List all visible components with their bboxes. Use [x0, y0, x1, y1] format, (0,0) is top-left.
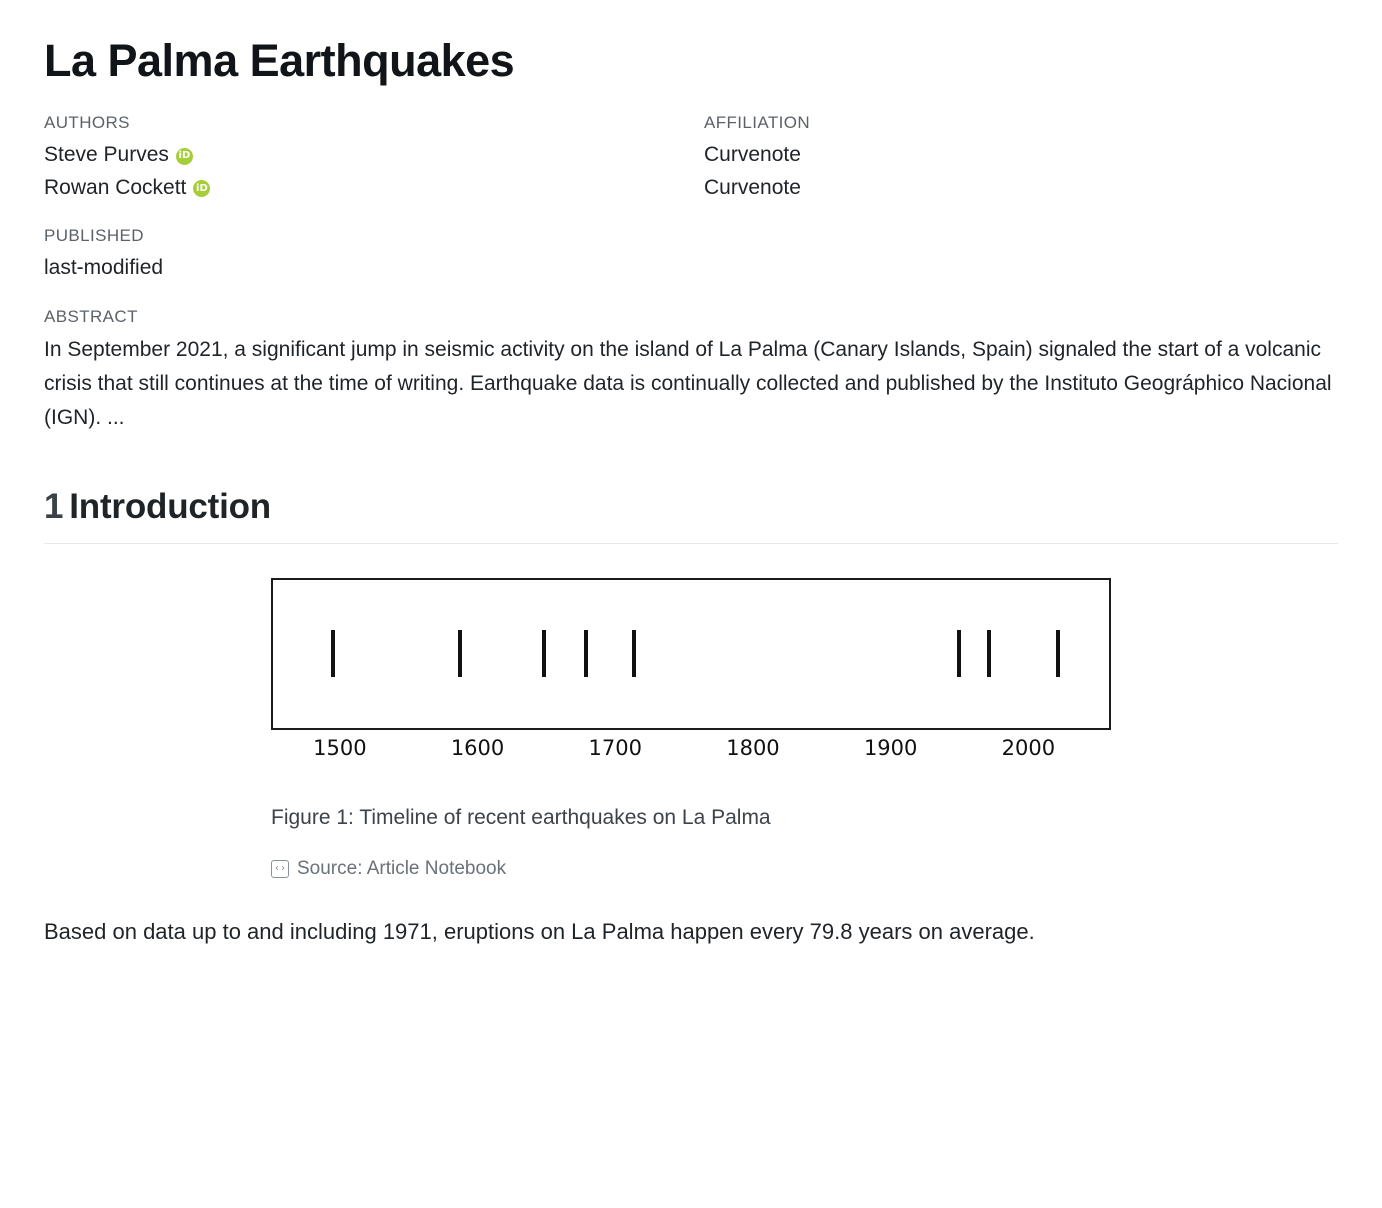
author-name: Rowan Cockett: [44, 175, 187, 199]
author-entry: [44, 139, 704, 172]
abstract-block: [44, 307, 1338, 435]
section-heading: [44, 487, 1338, 543]
abstract-text: In September 2021, a significant jump in seismic activity on the island of La Palma (Canary Islands, Spain) signaled the start of a volcanic crisis that still continues at the time of writing. Earthquake data is continually collected and published by the Instituto Geográphico Nacional (IGN). ...: [44, 337, 1332, 429]
axis-tick-label: 1500: [313, 735, 367, 760]
figure-source: [271, 858, 1111, 880]
axis-tick-label: 1700: [588, 735, 642, 760]
chart-axis-labels: [271, 736, 1111, 770]
authors-block: [44, 113, 704, 204]
article-metadata: [44, 113, 1338, 307]
abstract-label: ABSTRACT: [44, 306, 138, 326]
notebook-code-icon[interactable]: ‹›: [271, 860, 289, 878]
orcid-icon[interactable]: iD: [176, 148, 193, 165]
affiliation-entry: Curvenote: [704, 175, 801, 199]
axis-tick-label: 2000: [1001, 735, 1056, 760]
spacer: [704, 226, 1338, 307]
event-tick: [1056, 630, 1060, 677]
authors-label: AUTHORS: [44, 113, 130, 133]
published-label: PUBLISHED: [44, 226, 144, 246]
event-tick: [987, 630, 991, 677]
author-name: Steve Purves: [44, 143, 169, 167]
orcid-icon[interactable]: iD: [193, 180, 210, 197]
event-tick: [542, 630, 546, 677]
figure-1: [44, 578, 1338, 880]
axis-tick-label: 1900: [863, 735, 918, 760]
published-value: last-modified: [44, 256, 164, 280]
figure-caption: Figure 1: Timeline of recent earthquakes on La Palma: [271, 805, 771, 829]
figure-source-label[interactable]: Source: Article Notebook: [297, 857, 507, 879]
axis-tick-label: 1800: [726, 735, 780, 760]
affiliation-block: [704, 113, 1338, 204]
page-title: La Palma Earthquakes: [44, 35, 515, 86]
event-tick: [957, 630, 961, 677]
affiliation-label: AFFILIATION: [704, 113, 811, 133]
axis-tick-label: 1600: [450, 735, 505, 760]
heading-divider: [44, 543, 1338, 544]
figure-inner: [271, 578, 1111, 880]
timeline-chart: [271, 578, 1111, 730]
published-block: [44, 226, 704, 285]
event-tick: [458, 630, 462, 677]
section-title: Introduction: [69, 486, 271, 526]
event-tick: [331, 630, 335, 677]
affiliation-entry: Curvenote: [704, 143, 801, 167]
author-entry: [44, 172, 704, 205]
event-tick: [584, 630, 588, 677]
event-tick: [632, 630, 636, 677]
body-paragraph: Based on data up to and including 1971, eruptions on La Palma happen every 79.8 years on average.: [44, 918, 1035, 944]
section-number: 1: [44, 486, 64, 526]
